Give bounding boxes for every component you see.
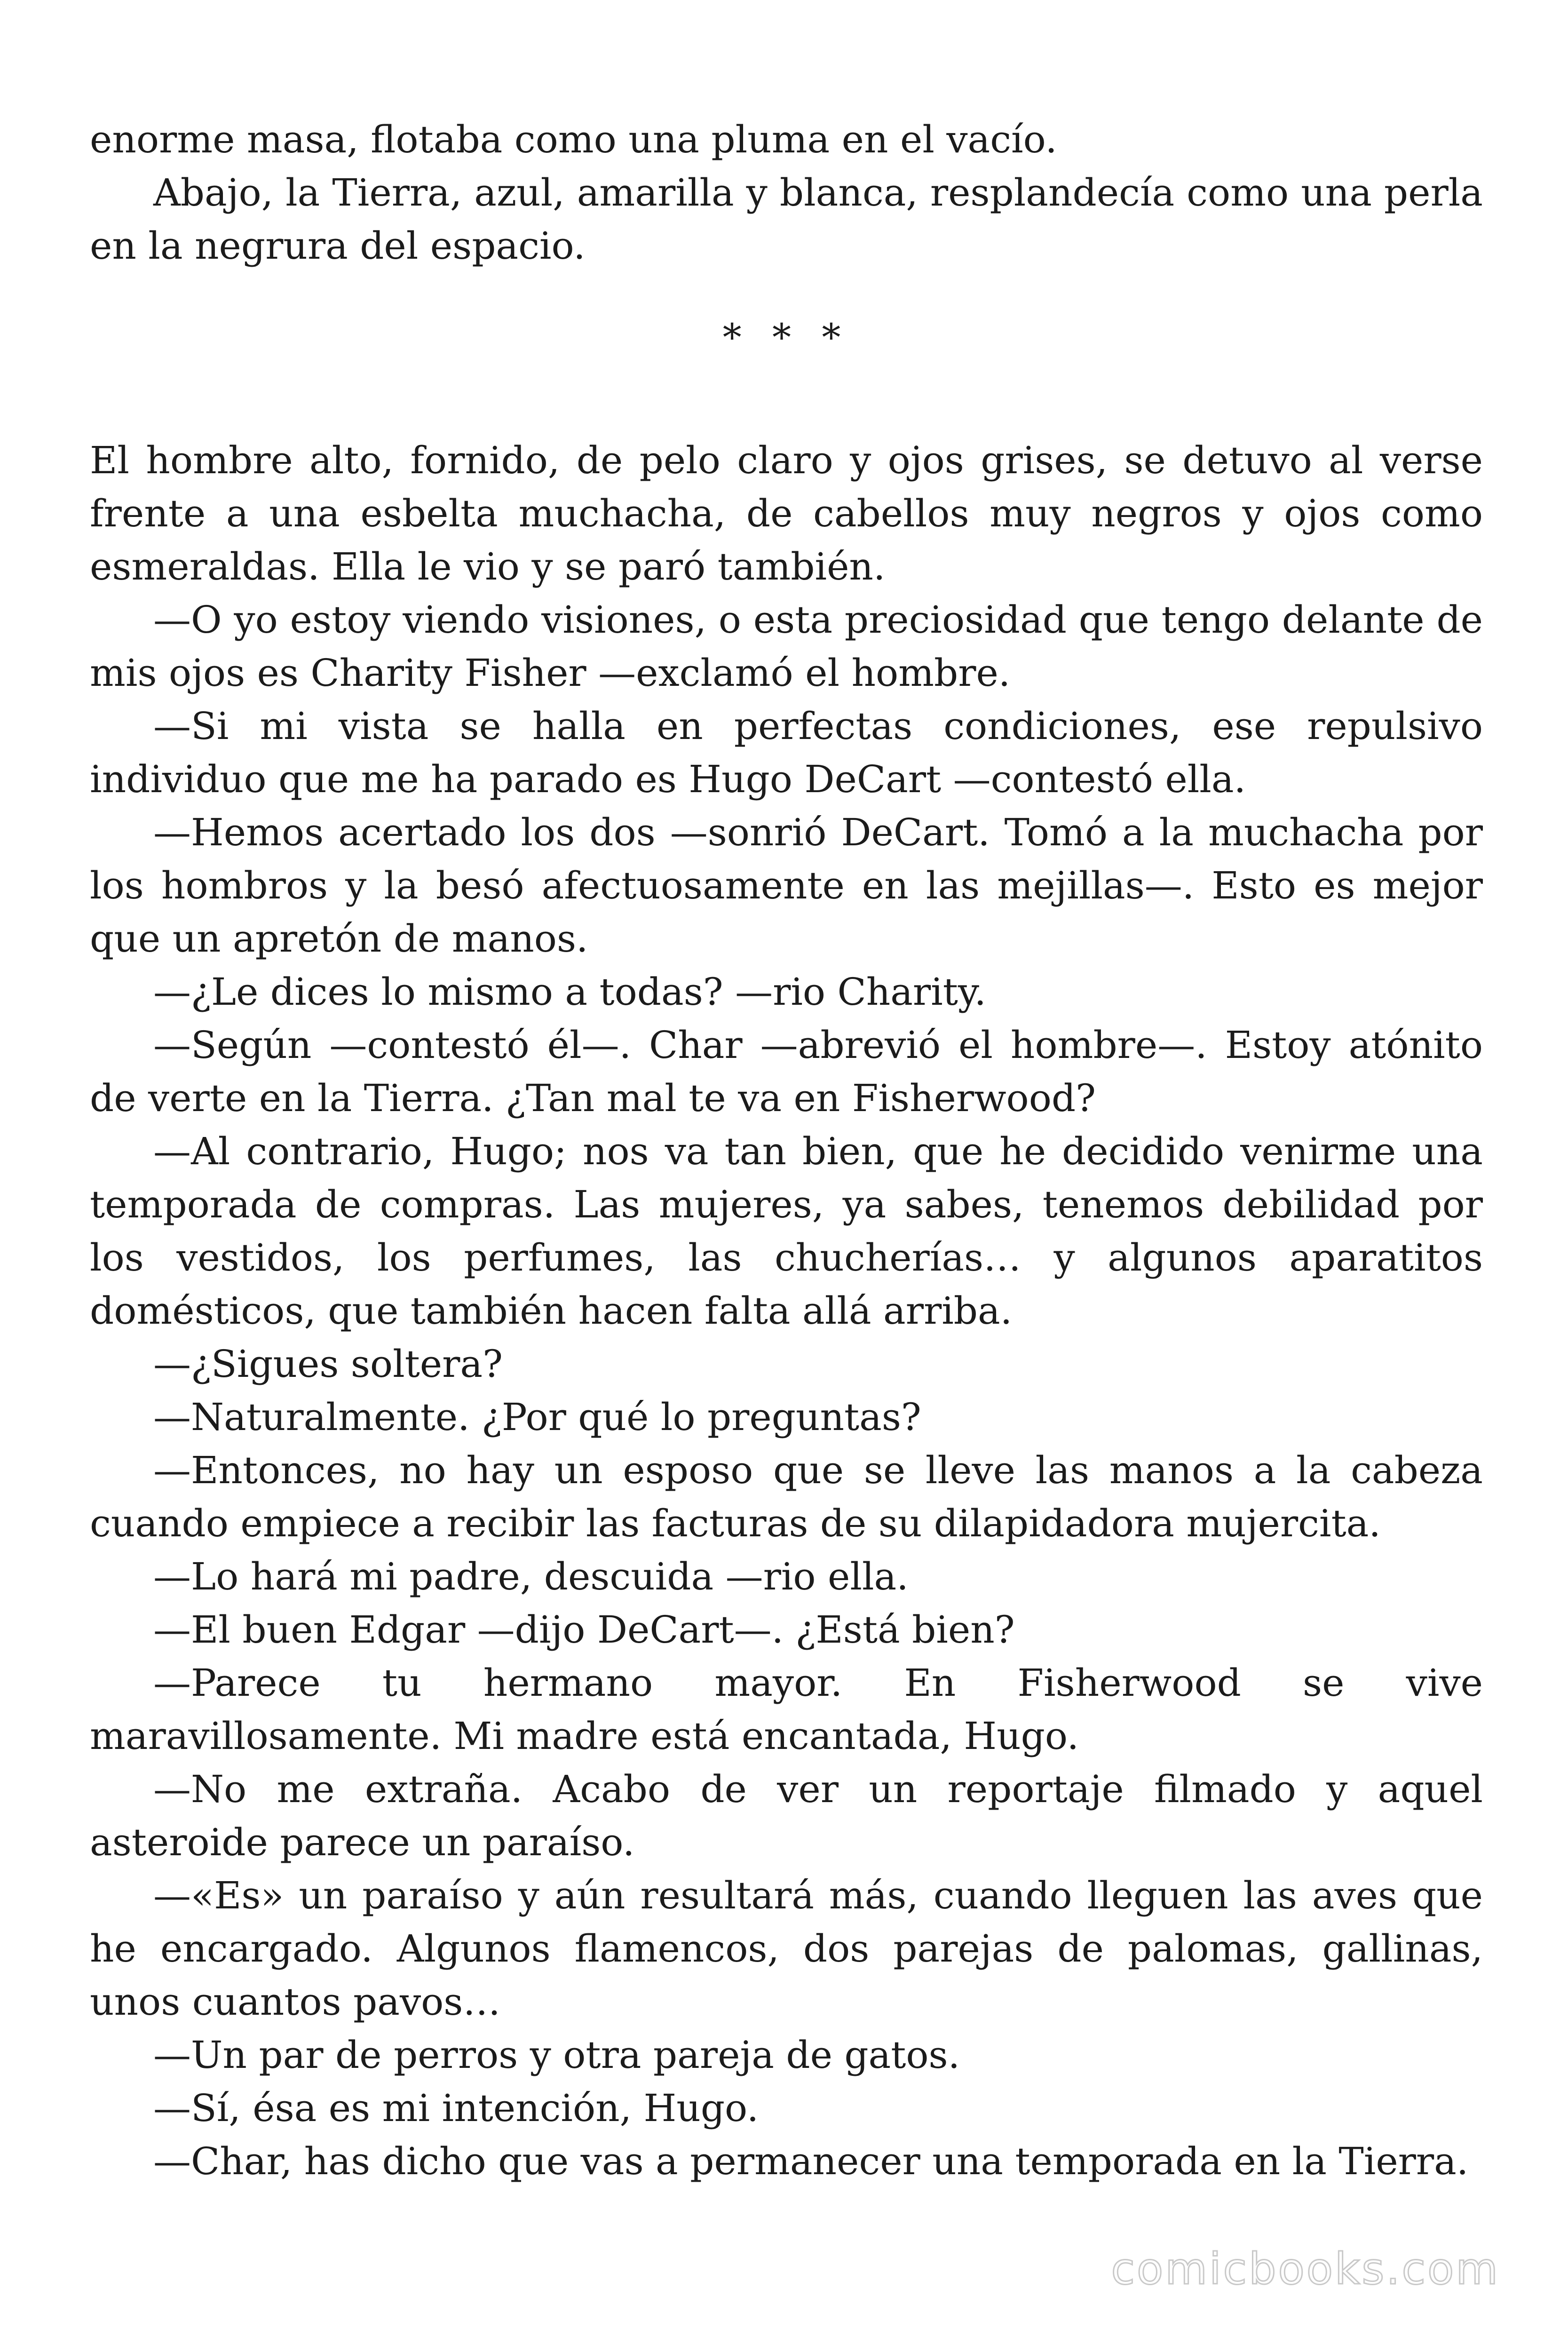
paragraph: Abajo, la Tierra, azul, amarilla y blanca, resplandecía como una perla en la negrura del espacio. — [90, 171, 1483, 268]
paragraph: —No me extraña. Acabo de ver un reportaje filmado y aquel asteroide parece un paraíso. — [90, 1767, 1483, 1864]
paragraph: —Un par de perros y otra pareja de gatos. — [153, 2033, 960, 2077]
paragraph: —O yo estoy viendo visiones, o esta preciosidad que tengo delante de mis ojos es Charity Fisher —exclamó el hombre. — [90, 598, 1483, 695]
paragraph: —Entonces, no hay un esposo que se lleve las manos a la cabeza cuando empiece a recibir las facturas de su dilapidadora mujercita. — [90, 1448, 1483, 1545]
paragraph: —Hemos acertado los dos —sonrió DeCart. Tomó a la muchacha por los hombros y la besó afectuosamente en las mejillas—. Esto es mejor que un apretón de manos. — [90, 810, 1483, 961]
paragraph: —Char, has dicho que vas a permanecer una temporada en la Tierra. — [153, 2139, 1469, 2183]
paragraph: —¿Sigues soltera? — [153, 1342, 503, 1386]
paragraph: —Naturalmente. ¿Por qué lo preguntas? — [153, 1395, 921, 1439]
section-before-break — [90, 113, 1483, 272]
paragraph: —Si mi vista se halla en perfectas condiciones, ese repulsivo individuo que me ha parado es Hugo DeCart —contestó ella. — [90, 704, 1483, 801]
paragraph: —El buen Edgar —dijo DeCart—. ¿Está bien? — [153, 1608, 1015, 1652]
watermark-text: comicbooks.com — [1111, 2244, 1500, 2294]
paragraph: —Parece tu hermano mayor. En Fisherwood se vive maravillosamente. Mi madre está encantada, Hugo. — [90, 1661, 1483, 1758]
paragraph: —¿Le dices lo mismo a todas? —rio Charity. — [153, 970, 986, 1014]
paragraph: —Lo hará mi padre, descuida —rio ella. — [153, 1555, 909, 1598]
paragraph: —«Es» un paraíso y aún resultará más, cuando lleguen las aves que he encargado. Algunos flamencos, dos parejas de palomas, gallinas, unos cuantos pavos… — [90, 1874, 1483, 2024]
paragraph: —Según —contestó él—. Char —abrevió el hombre—. Estoy atónito de verte en la Tierra. ¿Tan mal te va en Fisherwood? — [90, 1023, 1483, 1120]
section-after-break — [90, 434, 1483, 2188]
section-separator: * * * — [722, 316, 850, 359]
paragraph: —Sí, ésa es mi intención, Hugo. — [153, 2086, 759, 2130]
paragraph: enorme masa, flotaba como una pluma en el vacío. — [90, 118, 1057, 161]
paragraph: —Al contrario, Hugo; nos va tan bien, que he decidido venirme una temporada de compras. Las mujeres, ya sabes, tenemos debilidad por los vestidos, los perfumes, las chucherías… y algunos aparatitos domésticos, que también hacen falta allá arriba. — [90, 1129, 1483, 1333]
paragraph: El hombre alto, fornido, de pelo claro y ojos grises, se detuvo al verse frente a una esbelta muchacha, de cabellos muy negros y ojos como esmeraldas. Ella le vio y se paró también. — [90, 438, 1483, 588]
page-text — [90, 113, 1483, 2188]
